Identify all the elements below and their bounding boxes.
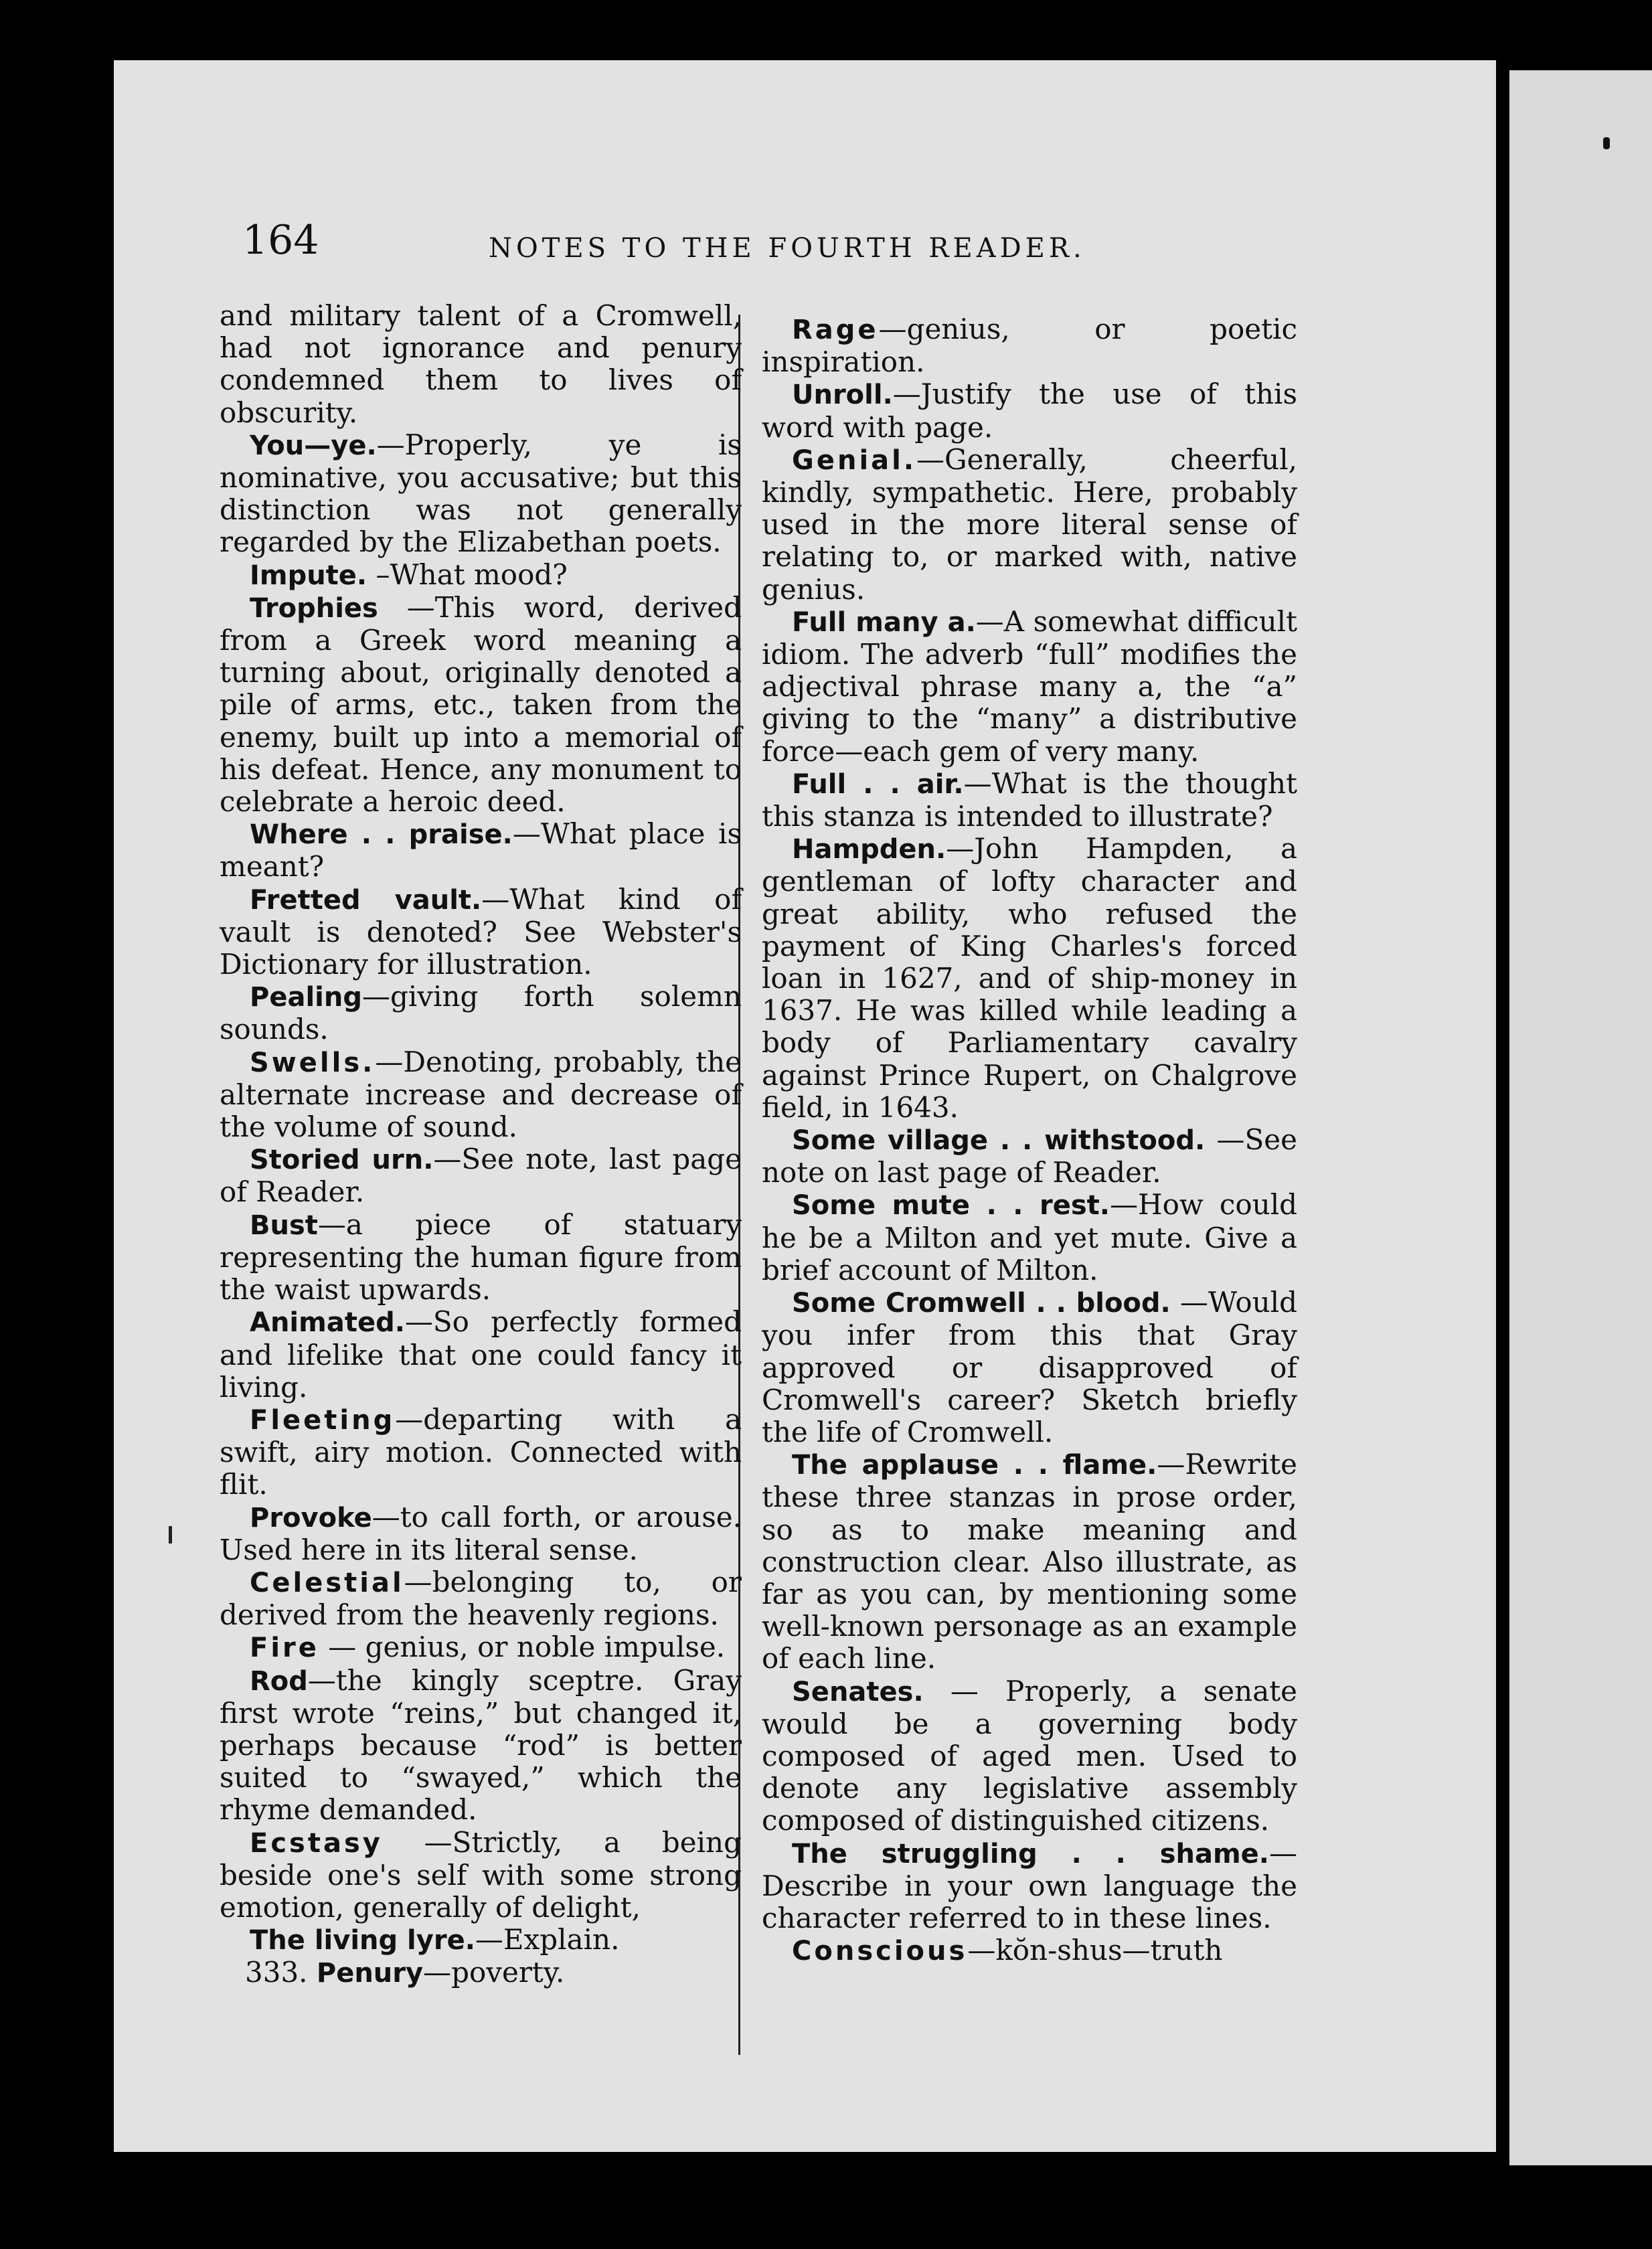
note-entry [220,429,742,559]
note-entry [220,981,742,1046]
note-entry [220,592,742,818]
note-entry [220,1404,742,1501]
note-text: —Would you infer from this that Gray approved or disapproved of Cromwell's career? Sketch briefly the life of Cromwell. [762,1286,1297,1448]
note-text: —What kind of vault is denoted? See Webster's Dictionary for illustration. [220,882,742,981]
note-text: — genius, or noble impulse. [319,1631,726,1664]
note-text: —genius, or poetic inspiration. [762,313,1297,379]
note-text: —Generally, cheerful, kindly, sympathetic. Here, probably used in the more literal sense of relating to, or marked with, native genius. [762,442,1297,606]
note-entry [220,1924,742,1956]
note-term: Bust [250,1210,318,1241]
note-text: —the kingly sceptre. Gray first wrote “reins,” but changed it, perhaps because “rod” is better suited to “swayed,” which the rhyme demanded. [220,1663,742,1827]
note-term: Full . . air. [792,768,964,800]
note-entry [762,1124,1297,1189]
note-entry [220,884,742,981]
note-term: The struggling . . shame. [792,1838,1269,1869]
note-text: —See note, last page of Reader. [220,1143,742,1209]
note-text: —departing with a swift, airy motion. Connected with flit. [220,1402,742,1501]
note-text: —Denoting, probably, the alternate increase and decrease of the volume of sound. [220,1045,742,1144]
left-column [220,300,742,1990]
note-text: and military talent of a Cromwell, had not ignorance and penury condemned them to lives of obscurity. [220,299,742,429]
note-term: The living lyre. [250,1925,475,1956]
note-text: —Justify the use of this word with page. [762,378,1297,444]
note-entry [762,313,1297,378]
page-number: 164 [242,217,319,264]
note-entry [220,1046,742,1144]
note-term: Storied urn. [250,1145,434,1176]
note-entry [762,1675,1297,1837]
note-entry [762,1286,1297,1448]
note-text: —John Hampden, a gentleman of lofty character and great ability, who refused the payment of King Charles's forced loan in 1627, and of ship-money in 1637. He was killed while leading a body of Parliamentary cavalry against Prince Rupert, on Chalgrove field, in 1643. [762,832,1297,1124]
note-term: Conscious [792,1936,968,1967]
note-term: Swells. [250,1047,376,1078]
note-term: Impute. [250,560,367,591]
note-entry [220,1209,742,1307]
note-entry [762,1448,1297,1675]
note-term: Hampden. [792,834,946,865]
note-term: Genial. [792,444,917,476]
running-head: NOTES TO THE FOURTH READER. [489,233,1086,264]
note-term: Celestial [250,1567,404,1598]
note-entry [220,1827,742,1924]
note-entry [220,1501,742,1566]
note-term: The applause . . flame. [792,1450,1157,1481]
note-term: Where . . praise. [250,819,513,851]
note-text: —See note on last page of Reader. [762,1123,1297,1189]
right-column [762,313,1297,1967]
note-text: —belonging to, or derived from the heavenly regions. [220,1565,742,1632]
ink-speck [169,1526,172,1544]
note-text: —Rewrite these three stanzas in prose order, so as to make meaning and construction clear. Also illustrate, as far as you can, by mentioning some well-known personage as an example of each line. [762,1448,1297,1675]
note-text: — Describe in your own language the character referred to in these lines. [762,1836,1297,1934]
note-entry [762,833,1297,1124]
note-term: Rage [792,315,879,345]
note-term: Penury [316,1958,424,1989]
note-term: Senates. [792,1676,924,1707]
note-entry [220,1143,742,1208]
note-text: —This word, derived from a Greek word meaning a turning about, originally denoted a pile of arms, etc., taken from the enemy, built up into a memorial of his defeat. Hence, any monument to celebrate a heroic deed. [220,590,742,819]
note-term: Some village . . withstood. [792,1125,1206,1157]
note-term: Pealing [250,982,362,1013]
note-text: —to call forth, or arouse. Used here in its literal sense. [220,1500,742,1566]
page-header [0,214,1652,274]
note-entry [220,559,742,592]
note-text: —How could he be a Milton and yet mute. Give a brief account of Milton. [762,1188,1298,1286]
note-text: —a piece of statuary representing the human figure from the waist upwards. [220,1207,742,1307]
line-number: 333. [245,1956,308,1989]
note-text: –What mood? [367,558,568,591]
note-text: —So perfectly formed and lifelike that one could fancy it living. [220,1305,742,1404]
note-text: —giving forth solemn sounds. [220,980,742,1046]
note-text: —What is the thought this stanza is intended to illustrate? [762,766,1297,833]
note-entry [220,818,742,883]
note-entry [762,1837,1297,1935]
note-entry [762,378,1297,443]
note-term: Provoke [250,1502,372,1533]
note-text: —What place is meant? [220,817,742,884]
note-term: Some Cromwell . . blood. [792,1288,1171,1319]
adjacent-page-edge [1509,70,1652,2165]
note-text: —Explain. [475,1923,620,1956]
note-entry [220,1956,742,1989]
note-entry [762,768,1297,833]
note-term: Fleeting [250,1404,396,1436]
note-entry [762,606,1297,768]
note-text: —kŏn-shus—truth [967,1934,1223,1967]
note-term: Fretted vault. [250,884,482,916]
note-entry [220,1566,742,1631]
note-entry [220,1631,742,1664]
note-term: Unroll. [792,380,893,411]
note-text: —poverty. [423,1956,565,1989]
note-term: Fire [250,1633,319,1664]
note-text: — Properly, a senate would be a governing body composed of aged men. Used to denote any legislative assembly composed of distinguished citizens. [762,1674,1297,1837]
note-term: Full many a. [792,606,976,638]
note-term: Some mute . . rest. [792,1190,1110,1222]
note-entry [762,1189,1297,1286]
note-term: You—ye. [250,430,377,461]
note-term: Ecstasy [250,1827,383,1859]
ink-speck [1603,137,1610,149]
note-entry [220,1306,742,1404]
note-text: —Strictly, a being beside one's self with some strong emotion, generally of delight, [220,1825,742,1924]
note-entry [220,300,742,429]
note-text: —Properly, ye is nominative, you accusative; but this distinction was not generally regarded by the Elizabethan poets. [220,428,742,559]
note-term: Animated. [250,1307,405,1339]
note-text: —A somewhat difficult idiom. The adverb “full” modifies the adjectival phrase many a, the “a” giving to the “many” a distributive force—each gem of very many. [762,604,1297,768]
note-term: Rod [250,1665,308,1697]
note-term: Trophies [250,592,378,624]
note-entry [220,1665,742,1827]
note-entry [762,444,1297,606]
note-entry [762,1934,1297,1967]
